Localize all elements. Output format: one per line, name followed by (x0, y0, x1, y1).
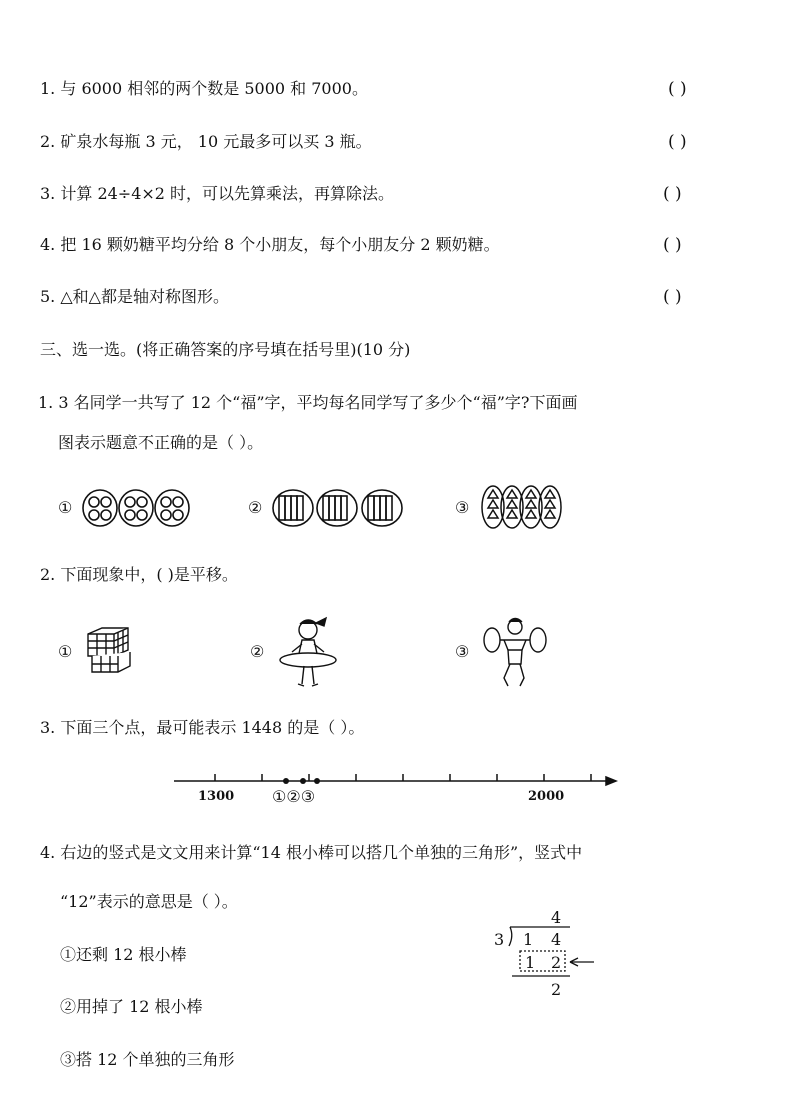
q3-question: 3. 下面三个点，最可能表示 1448 的是（ ）。 (40, 718, 365, 737)
division-dividend-digit-2: 4 (551, 930, 562, 949)
judge-item-3: 3. 计算 24÷4×2 时，可以先算乘法，再算除法。 (40, 184, 395, 203)
q4-line-2: “12”表示的意思是（ ）。 (60, 892, 238, 911)
q4-choice-2[interactable]: ②用掉了 12 根小棒 (60, 997, 203, 1016)
judge-item-2: 2. 矿泉水每瓶 3 元， 10 元最多可以买 3 瓶。 (40, 132, 372, 151)
q2-option-1-label[interactable]: ① (58, 642, 73, 661)
q4-choice-3[interactable]: ③搭 12 个单独的三角形 (60, 1050, 235, 1069)
q1-option-2-label[interactable]: ② (248, 498, 263, 517)
cube-stack-figure (84, 626, 134, 678)
q2-option-3-label[interactable]: ③ (455, 642, 470, 661)
q1-line-1: 1. 3 名同学一共写了 12 个“福”字，平均每名同学写了多少个“福”字?下面画 (38, 393, 578, 412)
division-remainder: 2 (551, 980, 562, 999)
division-product-digit-1: 1 (525, 953, 536, 972)
q4-choice-1[interactable]: ①还剩 12 根小棒 (60, 945, 187, 964)
q1-line-2: 图表示题意不正确的是（ ）。 (58, 433, 264, 452)
axis-label-2000: 2000 (528, 789, 565, 804)
long-division-bracket (490, 900, 610, 1000)
judge-item-5: 5. △和△都是轴对称图形。 (40, 287, 229, 306)
section-heading: 三、选一选。(将正确答案的序号填在括号里)(10 分) (40, 340, 411, 359)
axis-point-labels: ①②③ (272, 787, 316, 806)
q1-option-3-figure (480, 484, 560, 530)
q2-question: 2. 下面现象中，( )是平移。 (40, 565, 238, 584)
answer-blank-4[interactable]: ( ) (663, 235, 682, 255)
division-divisor: 3 (494, 930, 505, 949)
division-product-digit-2: 2 (551, 953, 562, 972)
axis-label-1300: 1300 (198, 789, 235, 804)
q1-option-3-label[interactable]: ③ (455, 498, 470, 517)
q4-line-1: 4. 右边的竖式是文文用来计算“14 根小棒可以搭几个单独的三角形”，竖式中 (40, 843, 583, 862)
answer-blank-5[interactable]: ( ) (663, 287, 682, 307)
division-dividend-digit-1: 1 (523, 930, 534, 949)
judge-item-4: 4. 把 16 颗奶糖平均分给 8 个小朋友，每个小朋友分 2 颗奶糖。 (40, 235, 500, 254)
q1-option-1-figure (82, 488, 192, 528)
girl-hula-hoop-figure (276, 614, 346, 690)
judge-item-1: 1. 与 6000 相邻的两个数是 5000 和 7000。 (40, 79, 368, 98)
weightlifter-figure (480, 612, 550, 692)
answer-blank-3[interactable]: ( ) (663, 184, 682, 204)
answer-blank-2[interactable]: ( ) (668, 132, 687, 152)
answer-blank-1[interactable]: ( ) (668, 79, 687, 99)
q1-option-2-figure (272, 488, 407, 528)
division-quotient: 4 (551, 908, 562, 927)
q1-option-1-label[interactable]: ① (58, 498, 73, 517)
q2-option-2-label[interactable]: ② (250, 642, 265, 661)
